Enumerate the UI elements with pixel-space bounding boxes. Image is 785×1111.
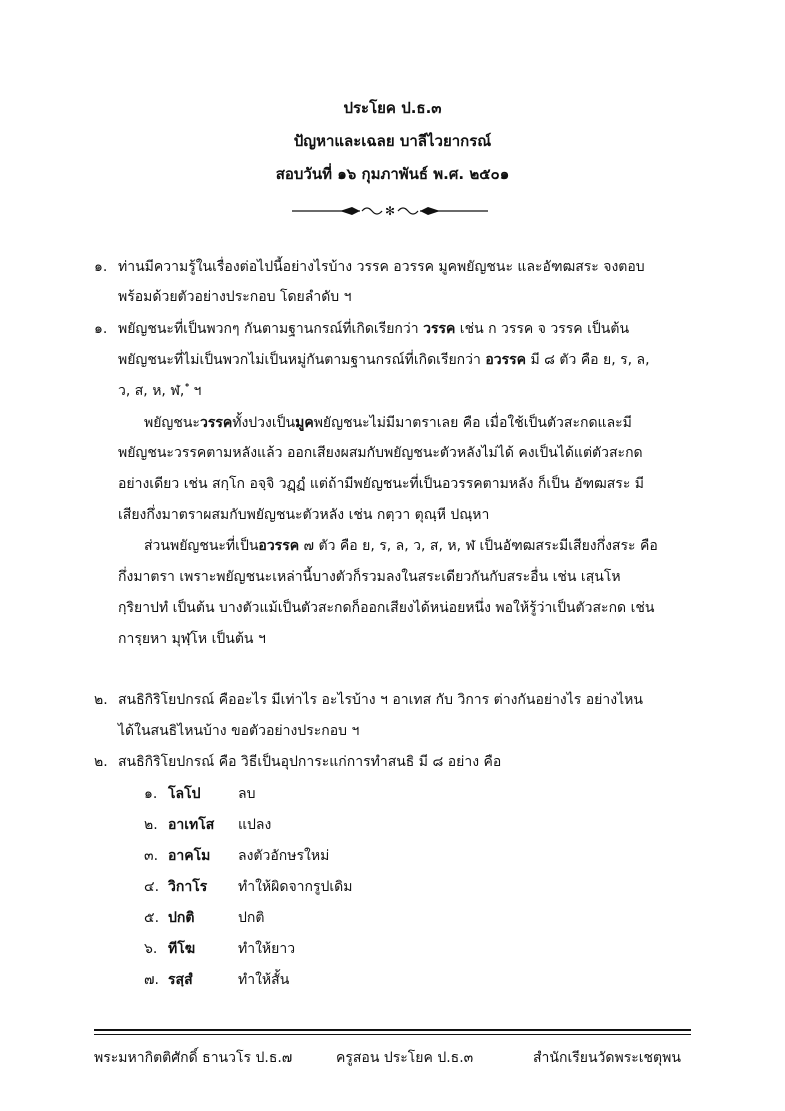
page-title: ประโยค ป.ธ.๓ [343, 99, 442, 117]
list-item-meaning: ลบ [238, 786, 256, 802]
footer-divider-thick [94, 1029, 691, 1031]
answer-1-para-1-line-3: อย่างเดียว เช่น สกฺโก อจฺจิ วฏฺฏํ แต่ถ้ามีพยัญชนะที่เป็นอวรรคตามหลัง ก็เป็น อัฑฒสระ มี [118, 476, 645, 492]
list-item-term: อาคโม [168, 848, 211, 864]
question-1-line-1: ท่านมีความรู้ในเรื่องต่อไปนี้อย่างไรบ้าง วรรค อวรรค มูคพยัญชนะ และอัฑฒสระ จงตอบ [118, 259, 645, 275]
answer-1-para-2-line-2: กึ่งมาตรา เพราะพยัญชนะเหล่านี้บางตัวก็รวมลงในสระเดียวกันกับสระอื่น เช่น เสฺนโห [118, 569, 621, 585]
list-item-number: ๓. [144, 848, 159, 864]
list-item-number: ๒. [144, 817, 158, 833]
list-item-number: ๕. [144, 910, 160, 926]
list-item-number: ๖. [144, 941, 158, 957]
footer-role: ครูสอน ประโยค ป.ธ.๓ [336, 1050, 474, 1066]
answer-1-para-2-line-3: กฺริยาปทํ เป็นต้น บางตัวแม้เป็นตัวสะกดก็ออกเสียงได้หน่อยหนึ่ง พอให้รู้ว่าเป็นตัวสะกด เช่น [118, 600, 655, 616]
svg-text:✻: ✻ [384, 204, 396, 218]
footer-divider-thin [94, 1034, 691, 1035]
answer-1-line-2: พยัญชนะที่ไม่เป็นพวกไม่เป็นหมู่กันตามฐานกรณ์ที่เกิดเรียกว่า อวรรค มี ๘ ตัว คือ ย, ร, ล, [118, 352, 650, 368]
answer-2-line-1: สนธิกิริโยปกรณ์ คือ วิธีเป็นอุปการะแก่การทำสนธิ มี ๘ อย่าง คือ [118, 754, 502, 770]
question-2-line-2: ได้ในสนธิไหนบ้าง ขอตัวอย่างประกอบ ฯ [118, 723, 360, 739]
question-2-line-1: สนธิกิริโยปกรณ์ คืออะไร มีเท่าไร อะไรบ้าง ฯ อาเทส กับ วิการ ต่างกันอย่างไร อย่างไหน [118, 692, 643, 708]
ornament-divider-icon [290, 201, 490, 221]
list-item-number: ๗. [144, 972, 159, 988]
exam-date: สอบวันที่ ๑๖ กุมภาพันธ์ พ.ศ. ๒๕๐๑ [275, 165, 510, 183]
question-2-number: ๒. [94, 692, 108, 708]
list-item-meaning: แปลง [238, 817, 272, 833]
answer-2-number: ๒. [94, 754, 108, 770]
question-1-line-2: พร้อมด้วยตัวอย่างประกอบ โดยลำดับ ฯ [118, 289, 352, 305]
answer-1-para-2-line-4: การฺยหา มุฬฺโห เป็นต้น ฯ [118, 631, 266, 647]
answer-1-number: ๑. [94, 321, 108, 337]
footer-school: สำนักเรียนวัดพระเชตุพน [533, 1050, 681, 1066]
footer-author: พระมหากิตติศักดิ์ ธานวโร ป.ธ.๗ [94, 1050, 293, 1066]
list-item-meaning: ทำให้ผิดจากรูปเดิม [238, 879, 353, 895]
list-item-term: โลโป [168, 786, 201, 802]
answer-1-line-1: พยัญชนะที่เป็นพวกๆ กันตามฐานกรณ์ที่เกิดเรียกว่า วรรค เช่น ก วรรค จ วรรค เป็นต้น [118, 321, 630, 337]
list-item-meaning: ทำให้สั้น [238, 972, 290, 988]
page-subtitle: ปัญหาและเฉลย บาลีไวยากรณ์ [293, 132, 492, 150]
list-item-term: อาเทโส [168, 817, 215, 833]
answer-1-para-2-line-1: ส่วนพยัญชนะที่เป็นอวรรค ๗ ตัว คือ ย, ร, ล, ว, ส, ห, ฬ เป็นอัฑฒสระมีเสียงกึ่งสระ คือ [144, 538, 658, 554]
list-item-number: ๔. [144, 879, 160, 895]
answer-1-para-1-line-2: พยัญชนะวรรคตามหลังแล้ว ออกเสียงผสมกับพยัญชนะตัวหลังไม่ได้ คงเป็นได้แต่ตัวสะกด [118, 445, 643, 461]
list-item-meaning: ลงตัวอักษรใหม่ [238, 848, 330, 864]
list-item-term: ปกติ [168, 910, 195, 926]
answer-1-line-3: ว, ส, ห, ฬ, ํ ฯ [118, 383, 202, 399]
list-item-number: ๑. [144, 786, 158, 802]
answer-1-para-1-line-4: เสียงกึ่งมาตราผสมกับพยัญชนะตัวหลัง เช่น กตฺวา ตุณฺหี ปณฺหา [118, 507, 490, 523]
list-item-term: ทีโฆ [168, 941, 196, 957]
question-1-number: ๑. [94, 259, 108, 275]
list-item-term: รสฺสํ [168, 972, 193, 988]
list-item-term: วิกาโร [168, 879, 208, 895]
answer-1-para-1-line-1: พยัญชนะวรรคทั้งปวงเป็นมูคพยัญชนะไม่มีมาตราเลย คือ เมื่อใช้เป็นตัวสะกดและมี [144, 415, 632, 431]
list-item-meaning: ทำให้ยาว [238, 941, 296, 957]
list-item-meaning: ปกติ [238, 910, 265, 926]
